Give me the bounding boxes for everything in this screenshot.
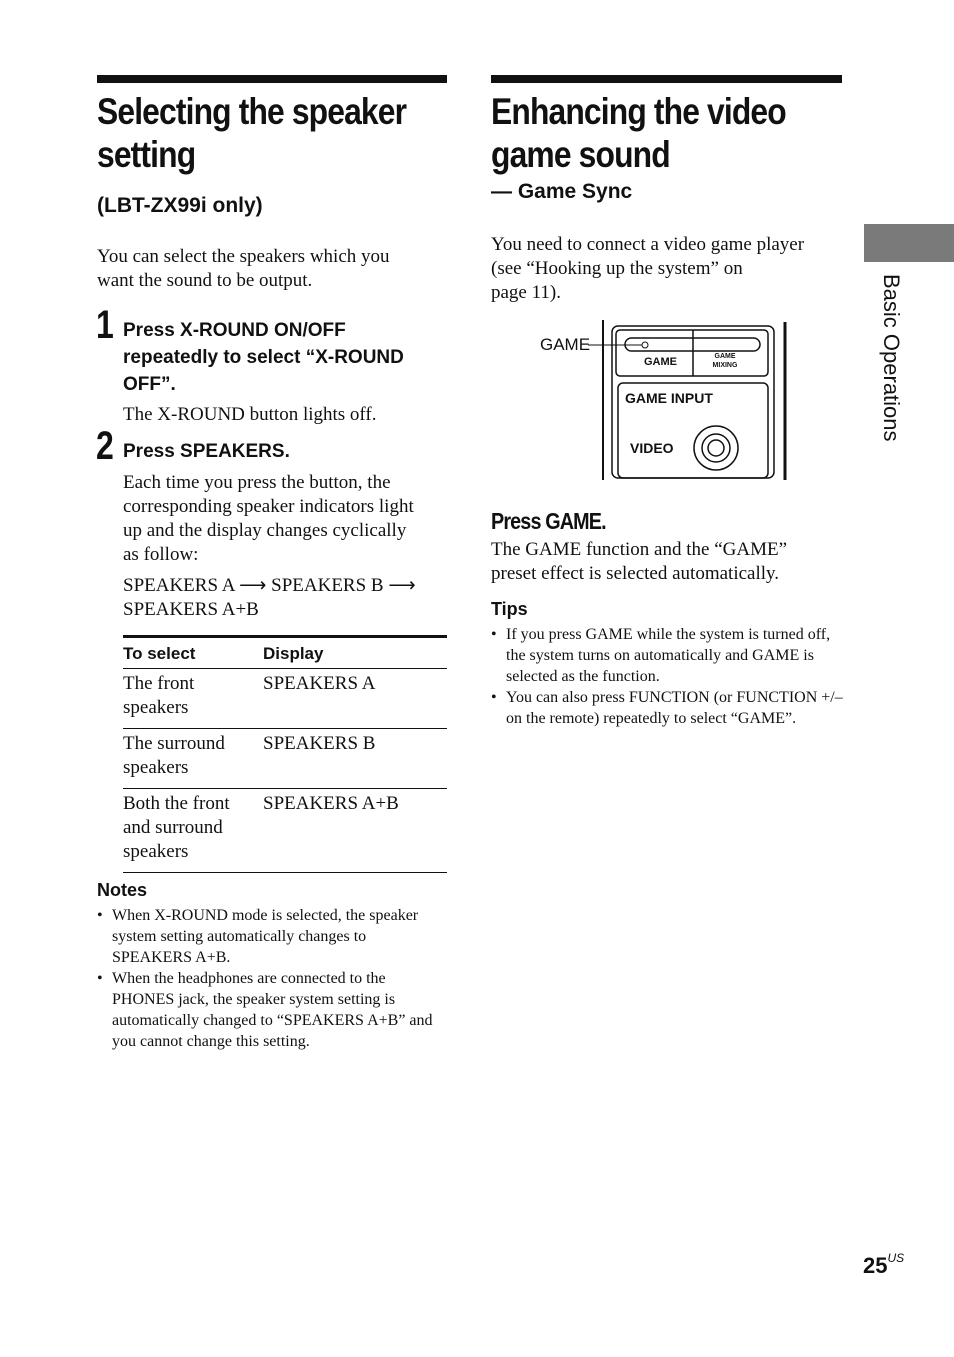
table-row [123, 669, 447, 729]
step-number-2: 2 [96, 424, 114, 468]
cell-text: The surround speakers [123, 733, 225, 778]
page-number-value: 25 [863, 1253, 888, 1278]
heading-rule-right [491, 75, 842, 83]
cell-text: Both the front and surround speakers [123, 793, 230, 862]
section-title-game-sound [491, 90, 786, 176]
press-game-body [491, 538, 787, 586]
tips-heading: Tips [491, 599, 528, 619]
column-header-display: Display [263, 637, 447, 669]
intro-text [97, 245, 390, 293]
game-button-label[interactable]: GAME [644, 356, 677, 368]
heading-rule-left [97, 75, 447, 83]
text-line: SPEAKERS A+B [123, 599, 259, 620]
section-subtitle: (LBT-ZX99i only) [97, 194, 263, 217]
tip-item: • If you press GAME while the system is turned off, the system turns on automatically and GAME is selected as the function. [491, 624, 846, 687]
cell-display: SPEAKERS A+B [263, 789, 447, 873]
text-line: The GAME function and the “GAME” [491, 539, 788, 560]
section-subtitle-game-sync: — Game Sync [491, 180, 633, 203]
note-item: • When the headphones are connected to the PHONES jack, the speaker system setting is automatically changed to “SPEAKERS A+B” and you cannot change this setting. [97, 968, 449, 1052]
step-2-body [123, 471, 414, 567]
step-1-title [123, 317, 404, 398]
text-line: up and the display changes cyclically [123, 520, 407, 541]
cell-select [123, 669, 263, 729]
text-line: want the sound to be output. [97, 270, 313, 291]
table-row [123, 789, 447, 873]
cell-select [123, 729, 263, 789]
text-line: preset effect is selected automatically. [491, 563, 780, 584]
text-line: MIXING [712, 362, 738, 369]
video-jack-icon [694, 426, 738, 470]
title-line: setting [97, 134, 196, 175]
cell-select [123, 789, 263, 873]
tip-item: • You can also press FUNCTION (or FUNCTION +/– on the remote) repeatedly to select “GAME”. [491, 687, 846, 729]
column-header-to-select: To select [123, 637, 263, 669]
title-line: Selecting the speaker [97, 91, 407, 132]
side-tab-label [858, 274, 918, 474]
text-line: SPEAKERS A ⟶ SPEAKERS B ⟶ [123, 575, 416, 596]
text-line: You need to connect a video game player [491, 234, 805, 255]
video-label: VIDEO [630, 440, 674, 456]
text-line: Press X-ROUND ON/OFF [123, 320, 346, 341]
cell-display: SPEAKERS B [263, 729, 447, 789]
text-line: Each time you press the button, the [123, 472, 391, 493]
text-line: OFF”. [123, 374, 176, 395]
text-line: corresponding speaker indicators light [123, 496, 414, 517]
game-mixing-button-label[interactable] [704, 352, 746, 370]
text-line: page 11). [491, 282, 561, 303]
cell-text: The front speakers [123, 673, 195, 718]
step-2-title: Press SPEAKERS. [123, 441, 290, 462]
note-item: • When X-ROUND mode is selected, the speaker system setting automatically changes to SPEAKERS A+B. [97, 905, 449, 968]
text-line: repeatedly to select “X-ROUND [123, 347, 404, 368]
section-title-speaker-setting [97, 90, 406, 176]
title-line: Enhancing the video [491, 91, 786, 132]
table-row [123, 729, 447, 789]
step-number-1: 1 [96, 303, 114, 347]
text-line: as follow: [123, 544, 199, 565]
intro-text-right [491, 233, 804, 305]
table-header-row [123, 637, 447, 669]
notes-heading: Notes [97, 880, 148, 900]
step-1-body: The X-ROUND button lights off. [123, 404, 377, 425]
notes-list [97, 905, 449, 1052]
side-tab-text: Basic Operations [879, 274, 904, 442]
tips-list [491, 624, 846, 729]
figure-callout-game: GAME [540, 335, 591, 354]
page-number-suffix: US [887, 1251, 905, 1265]
text-line: (see “Hooking up the system” on [491, 258, 743, 279]
title-line: game sound [491, 134, 670, 175]
cell-display: SPEAKERS A [263, 669, 447, 729]
press-game-title: Press GAME. [491, 508, 606, 534]
game-input-panel-title: GAME INPUT [625, 390, 713, 406]
speaker-cycle-sequence [123, 574, 416, 622]
text-line: GAME [714, 353, 736, 360]
section-tab-marker [864, 224, 954, 262]
text-line: You can select the speakers which you [97, 246, 390, 267]
speaker-selection-table [123, 635, 447, 873]
page-number [863, 1253, 904, 1279]
